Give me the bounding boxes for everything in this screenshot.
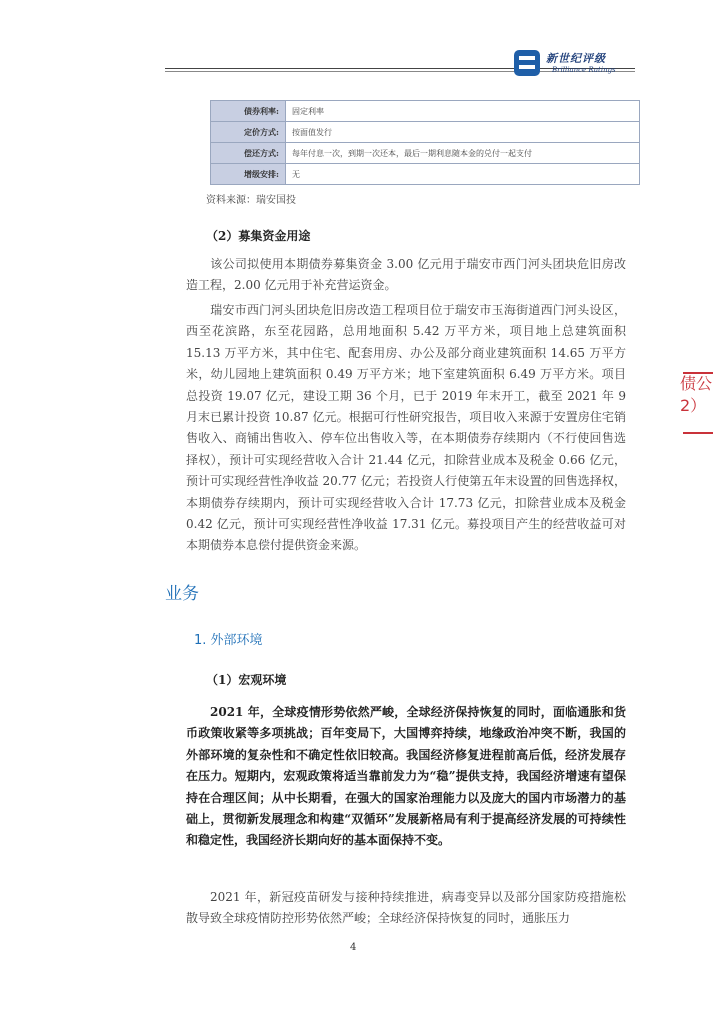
section-title-business: 业务 [165, 584, 199, 604]
section-title-external-env: 1. 外部环境 [194, 633, 263, 648]
table-value: 每年付息一次，到期一次还本，最后一期利息随本金的兑付一起支付 [286, 143, 640, 164]
table-key: 债券利率: [211, 101, 286, 122]
table-key: 定价方式: [211, 122, 286, 143]
table-source-note: 资料来源：瑞安国投 [206, 195, 296, 206]
table-row [211, 143, 640, 164]
table-row [211, 122, 640, 143]
subsection-title-fund-use: （2）募集资金用途 [206, 229, 311, 243]
table-row [211, 164, 640, 185]
paragraph-macro-detail [186, 887, 626, 930]
table-row [211, 101, 640, 122]
brand-name-cn: 新世纪评级 [546, 52, 606, 65]
paragraph-text: 该公司拟使用本期债券募集资金 3.00 亿元用于瑞安市西门河头团块危旧房改造工程，2.00 亿元用于补充营运资金。 [186, 257, 626, 293]
stamp-border-bottom [683, 432, 713, 434]
table-key: 偿还方式: [211, 143, 286, 164]
paragraph-fund-use [186, 254, 626, 297]
table-value: 按面值发行 [286, 122, 640, 143]
stamp-text-line1: 债公 [680, 374, 713, 393]
brand-logo-icon [514, 50, 540, 76]
bond-info-table [210, 100, 640, 185]
paragraph-project [186, 300, 626, 557]
brand-name-en: Brilliance Ratings [552, 66, 616, 74]
paragraph-macro-summary [186, 702, 626, 852]
table-value: 无 [286, 164, 640, 185]
page-number: 4 [350, 942, 357, 953]
stamp-text-line2: 2） [680, 396, 707, 415]
paragraph-text: 2021 年，新冠疫苗研发与接种持续推进，病毒变异以及部分国家防疫措施松散导致全球疫情防控形势依然严峻；全球经济保持恢复的同时，通胀压力 [186, 890, 626, 926]
table-key: 增级安排: [211, 164, 286, 185]
red-seal-stamp [680, 373, 716, 433]
paragraph-text: 2021 年，全球疫情形势依然严峻，全球经济保持恢复的同时，面临通胀和货币政策收紧等多项挑战；百年变局下，大国博弈持续，地缘政治冲突不断，我国的外部环境的复杂性和不确定性依旧较高。我国经济修复进程前高后低，经济发展存在压力。短期内，宏观政策将适当靠前发力为“稳”提供支持，我国经济增速有望保持在合理区间；从中长期看，在强大的国家治理能力以及庞大的国内市场潜力的基础上，贯彻新发展理念和构建“双循环”发展新格局有利于提高经济发展的可持续性和稳定性，我国经济长期向好的基本面保持不变。 [186, 705, 626, 848]
table-value: 固定利率 [286, 101, 640, 122]
subsection-title-macro: （1）宏观环境 [206, 673, 287, 687]
paragraph-text: 瑞安市西门河头团块危旧房改造工程项目位于瑞安市玉海街道西门河头设区，西至花滨路，东至花园路，总用地面积 5.42 万平方米，项目地上总建筑面积 15.13 万平方米，其中住宅、配套用房、办公及部分商业建筑面积 14.65 万平方米，幼儿园地上建筑面积 0.49 万平方米；地下室建筑面积 6.49 万平方米。项目总投资 19.07 亿元，建设工期 36 个月，已于 2019 年末开工，截至 2021 年 9 月末已累计投资 10.87 亿元。根据可行性研究报告，项目收入来源于安置房住宅销售收入、商铺出售收入、停车位出售收入等，在本期债券存续期内（不行使回售选择权），预计可实现经营收入合计 21.44 亿元，扣除营业成本及税金 0.66 亿元，预计可实现经营性净收益 20.77 亿元；若投资人行使第五年末设置的回售选择权，本期债券存续期内，预计可实现经营收入合计 17.73 亿元，扣除营业成本及税金 0.42 亿元，预计可实现经营性净收益 17.31 亿元。募投项目产生的经营收益可对本期债券本息偿付提供资金来源。 [186, 303, 626, 553]
